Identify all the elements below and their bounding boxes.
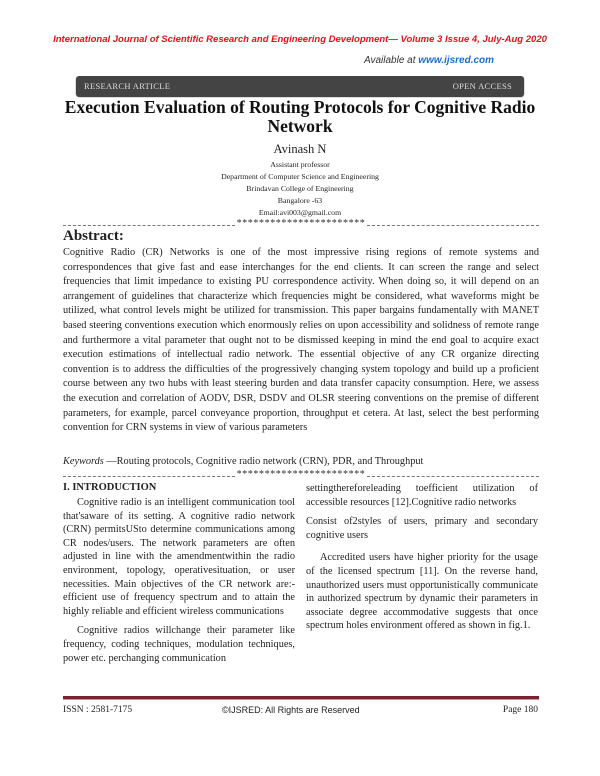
separator: *********************** [63, 218, 539, 229]
keywords-text: —Routing protocols, Cognitive radio network (CRN), PDR, and Throughput [103, 456, 424, 467]
paragraph: settingthereforeleading toefficient utilization of accessible resources [12].Cognitive radio networks [306, 483, 538, 508]
availability-line [364, 55, 494, 66]
paragraph: Consist of2styles of users, primary and secondary cognitive users [306, 516, 538, 541]
article-type: RESEARCH ARTICLE [84, 81, 171, 91]
author-name: Avinash N [273, 142, 327, 156]
keywords-label: Keywords [63, 456, 104, 467]
footer-issn: ISSN : 2581-7175 [63, 705, 133, 715]
paragraph: Accredited users have higher priority for the usage of the licensed spectrum [11]. On the reverse hand, unauthorized users must opportunistically communicate in authorized spectrum by dynamic their parameters in associate degree accommodative suggests that once spectrum holes environment offered as shown in fig.1. [306, 552, 538, 632]
abstract-text: Cognitive Radio (CR) Networks is one of the most impressive rising regions of remote systems and correspondences that give fast and ease interchanges for the end clients. It can screen the range and select frequencies that limit impedance to existing PU correspondence activity. When doing so, it will depend on an arrangement of guidelines that characterize which frequencies might be considered, what waveforms might be utilized, what control levels might be utilized for transmission. This paper bargains fundamentally with MANET based steering conventions execution which enormously relies on upon accessibility and solidness of remote range and furthermore a vital parameter that ought not to be dismissed keeping in mind the end goal to acquire exact execution estimations of intellectual radio network. The essential objective of any CR organize directing convention is to address the difficulties of the progressively changing system topology and build up a proficient course between any two hubs with least steering burden and data transfer capacity consumption. Here, we assess the execution and correlation of AODV, DSR, DSDV and OLSR steering conventions on the premise of different parameters, for example, parcel conveyance proportion, throughput et cetera. At last, select the best performing convention for CRN systems in view of various parameters [63, 247, 539, 434]
section-heading-introduction: I. INTRODUCTION [63, 482, 157, 493]
author-department: Department of Computer Science and Engineering [221, 172, 379, 181]
journal-header: International Journal of Scientific Research and Engineering Development— Volume 3 Issue 4, July-Aug 2020 [53, 34, 547, 45]
separator: *********************** [63, 469, 539, 480]
keywords [63, 456, 539, 467]
left-column [63, 496, 295, 671]
paragraph: Cognitive radio is an intelligent communication tool that'saware of its setting. A cognitive radio network (CRN) permitsUSto determine communications among CR nodes/users. The network parameters are often adjusted in line with the amendmentwithin the radio environment, topology, operativesituation, or user necessities. Main objectives of the CR network are:-efficient use of frequency spectrum and to attain the highly reliable and efficient wireless communications [63, 497, 295, 617]
author-city: Bangalore -63 [277, 196, 323, 205]
right-column [306, 482, 538, 639]
footer-copyright: ©IJSRED: All Rights are Reserved [222, 705, 360, 715]
journal-link[interactable]: www.ijsred.com [418, 55, 495, 66]
paper-title: Execution Evaluation of Routing Protocols for Cognitive Radio Network [64, 97, 536, 136]
footer-rule [63, 696, 539, 700]
article-type-bar [76, 76, 524, 96]
author-position: Assistant professor [270, 160, 330, 169]
available-label: Available at [364, 55, 419, 66]
access-type: OPEN ACCESS [452, 81, 512, 91]
author-college: Brindavan College of Engineering [246, 184, 354, 193]
author-email: Email:avi003@gmail.com [258, 208, 342, 217]
footer-page-number: Page 180 [502, 705, 538, 715]
paragraph: Cognitive radios willchange their parameter like frequency, coding techniques, modulation techniques, power etc. perchanging communication [63, 625, 295, 664]
abstract-heading: Abstract: [63, 228, 124, 244]
